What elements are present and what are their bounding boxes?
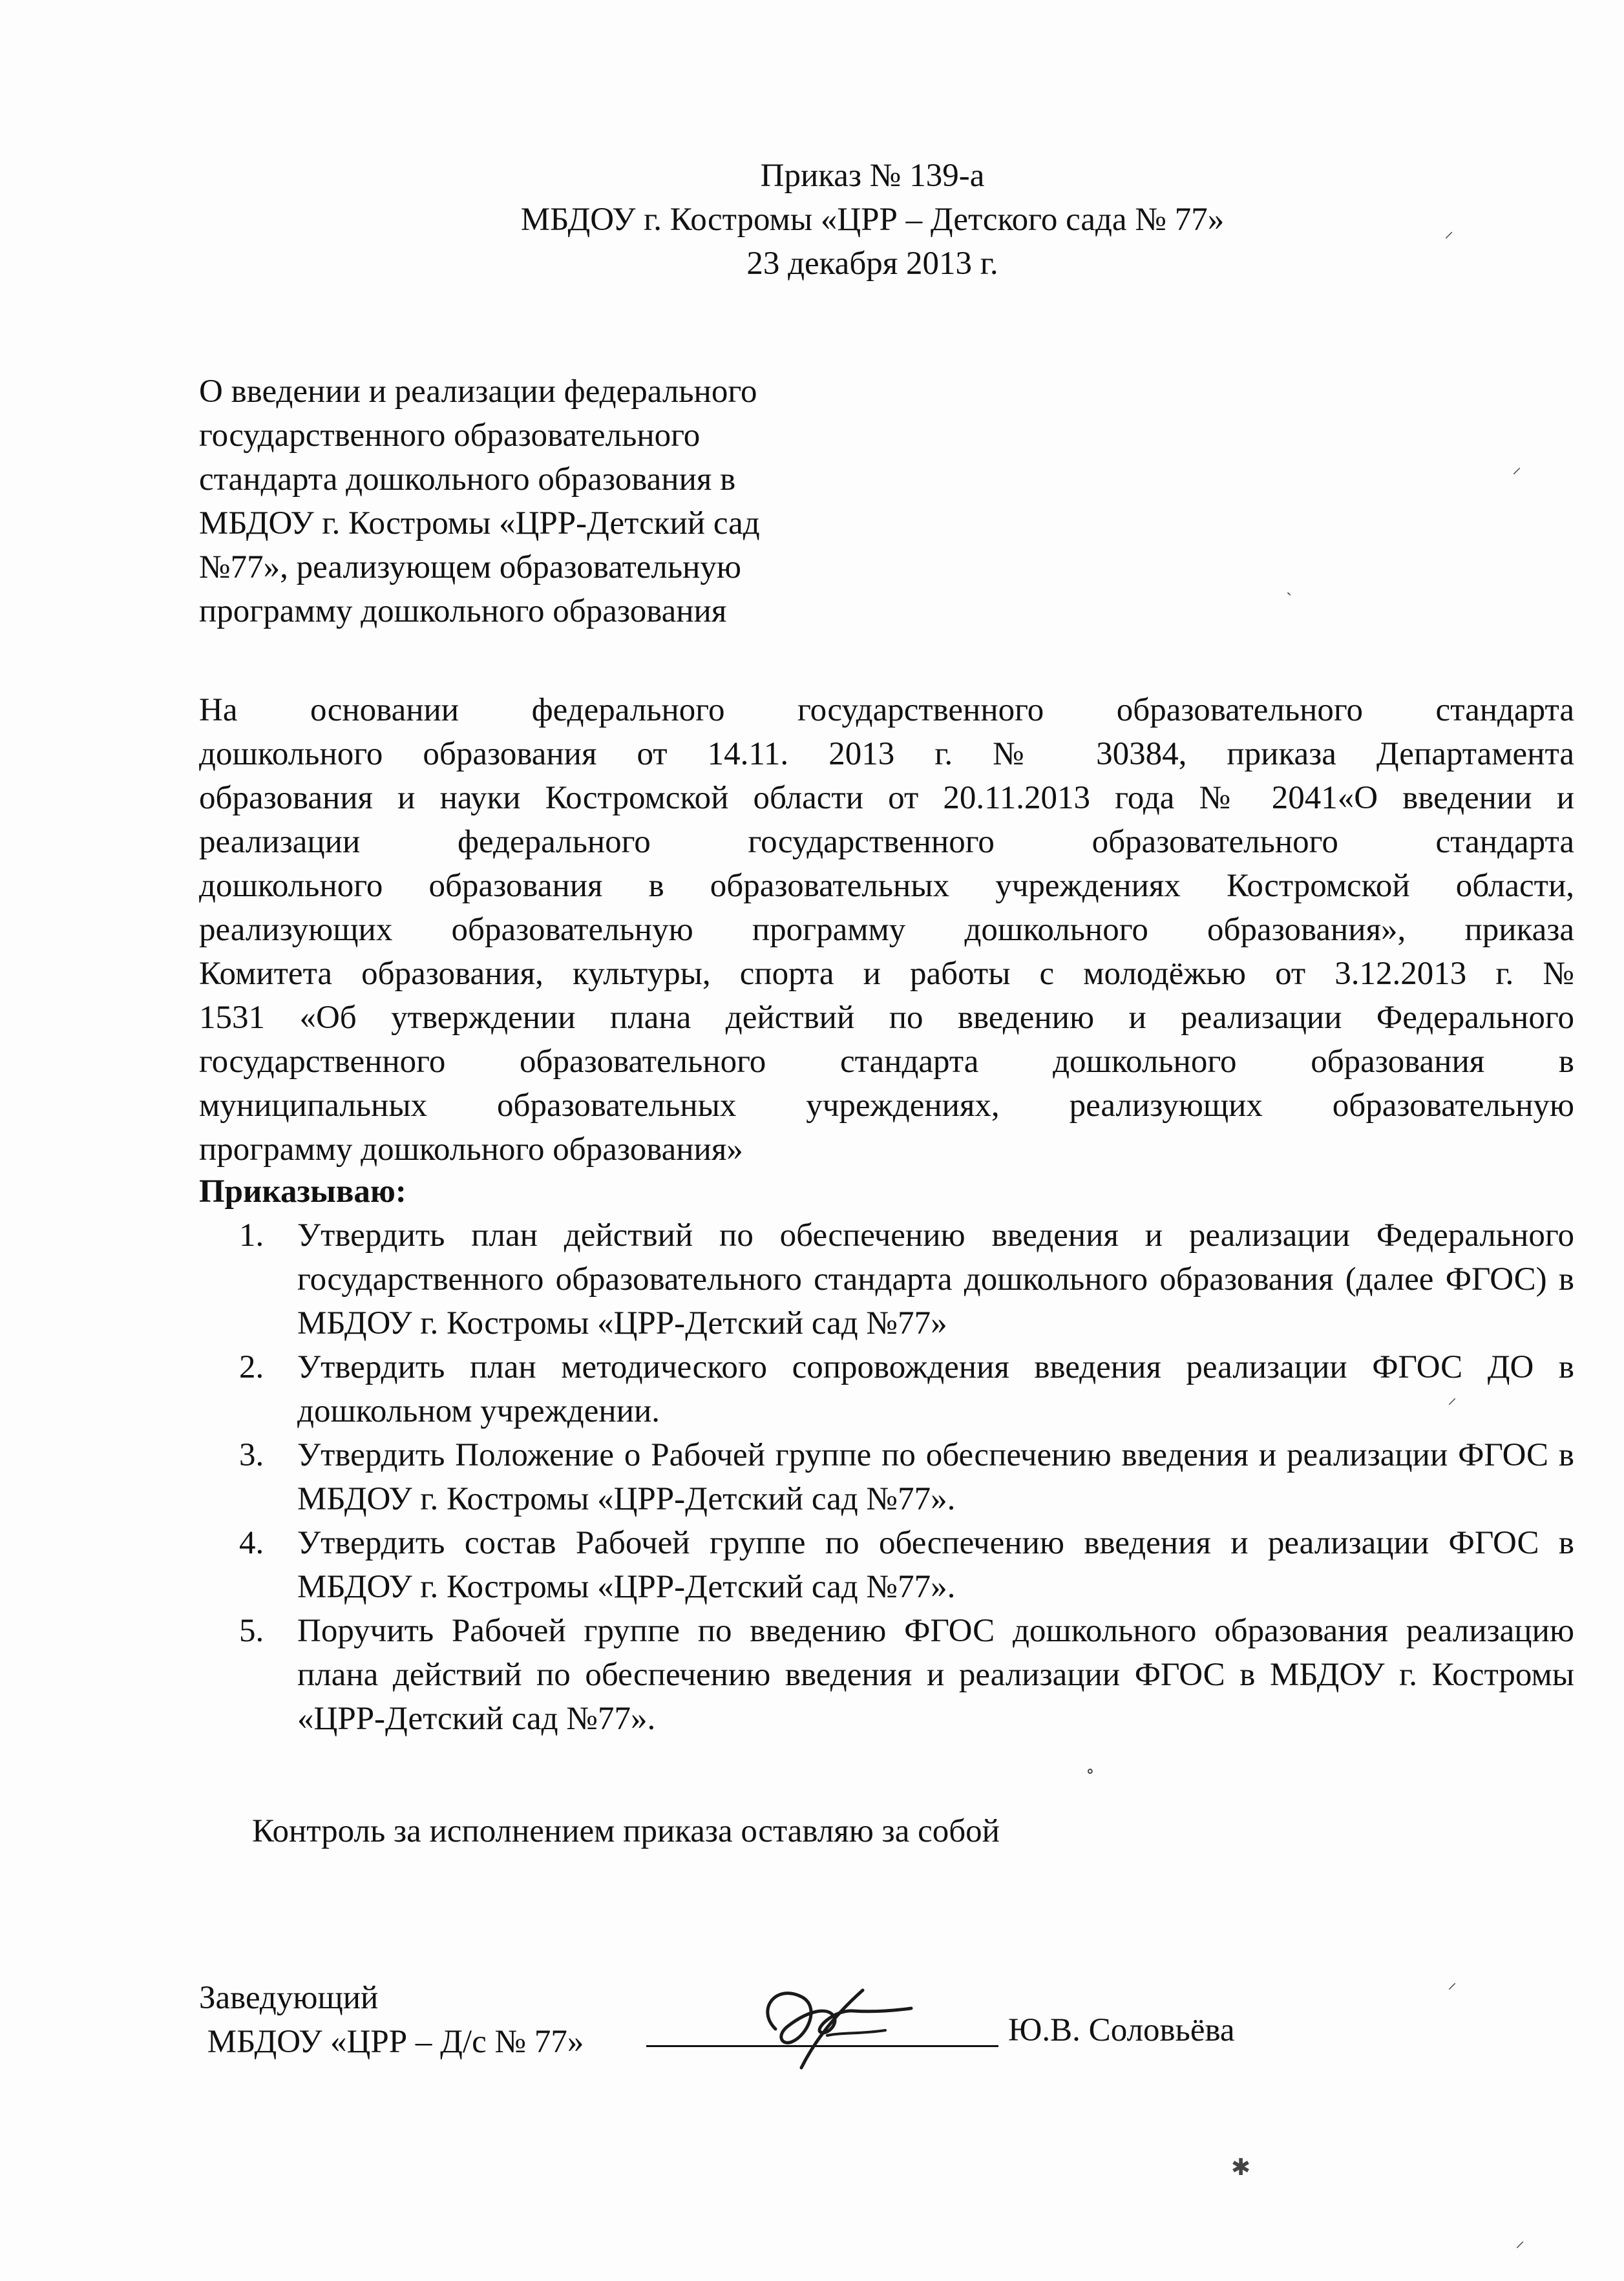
scan-speck-icon: ∘ [1086, 1761, 1095, 1782]
order-date: 23 декабря 2013 г. [746, 246, 998, 282]
basis-line: На основании федерального государственного образовательного стандарта [199, 692, 1574, 728]
basis-line: Комитета образования, культуры, спорта и работы с молодёжью от 3.12.2013 г. № [199, 956, 1574, 992]
signatory-organization: МБДОУ «ЦРР – Д/с № 77» [199, 2024, 584, 2060]
basis-line: дошкольного образования в образовательных учреждениях Костромской области, [199, 868, 1574, 904]
subject-line: МБДОУ г. Костромы «ЦРР-Детский сад [199, 505, 760, 541]
handwritten-signature-icon [730, 1971, 924, 2074]
order-item-text: Утвердить план действий по обеспечению введения и реализации Федерального государственного образовательного стандарта дошкольного образования (далее ФГОС) в МБДОУ г. Костромы «ЦРР-Детский сад №77» [297, 1217, 1574, 1341]
order-directive-heading: Приказываю: [199, 1173, 406, 1210]
basis-line: реализующих образовательную программу дошкольного образования», приказа [199, 912, 1574, 948]
order-item [239, 1609, 1574, 1741]
control-statement: Контроль за исполнением приказа оставляю за собой [252, 1813, 1000, 1849]
order-item [239, 1433, 1574, 1521]
basis-line: 1531 «Об утверждении плана действий по введению и реализации Федерального [199, 1000, 1574, 1036]
order-item-number: 4. [239, 1525, 264, 1561]
scan-speck-icon: ⸝ [1515, 2231, 1525, 2251]
subject-line: №77», реализующем образовательную [199, 549, 742, 585]
order-number: Приказ № 139-а [760, 158, 985, 194]
scan-speck-icon: ⸝ [1512, 457, 1522, 478]
order-item-text: Утвердить состав Рабочей группе по обеспечению введения и реализации ФГОС в МБДОУ г. Костромы «ЦРР-Детский сад №77». [297, 1525, 1574, 1605]
order-items-list [239, 1214, 1574, 1741]
order-item [239, 1521, 1574, 1609]
basis-line: программу дошкольного образования» [199, 1131, 743, 1168]
basis-line: дошкольного образования от 14.11. 2013 г. № 30384, приказа Департамента [199, 736, 1574, 772]
scan-speck-icon: ✱ [1231, 2154, 1251, 2180]
order-header [452, 154, 1292, 286]
order-item [239, 1345, 1574, 1433]
scan-speck-icon: ` [1286, 590, 1292, 610]
signatory-name: Ю.В. Соловьёва [1008, 2012, 1235, 2048]
subject-line: О введении и реализации федерального [199, 373, 757, 410]
basis-line: государственного образовательного стандарта дошкольного образования в [199, 1044, 1574, 1080]
basis-line: муниципальных образовательных учреждениях, реализующих образовательную [199, 1088, 1574, 1124]
subject-line: государственного образовательного [199, 417, 701, 454]
order-item-number: 2. [239, 1349, 264, 1385]
order-item-number: 3. [239, 1437, 264, 1473]
order-item-number: 1. [239, 1217, 264, 1254]
signatory-position [199, 1976, 584, 2064]
order-item-text: Поручить Рабочей группе по введению ФГОС дошкольного образования реализацию плана действий по обеспечению введения и реализации ФГОС в МБДОУ г. Костромы «ЦРР-Детский сад №77». [297, 1613, 1574, 1737]
subject-line: стандарта дошкольного образования в [199, 461, 736, 498]
order-item-number: 5. [239, 1613, 264, 1649]
basis-line: реализации федерального государственного образовательного стандарта [199, 824, 1574, 860]
scan-speck-icon: ⸝ [1444, 222, 1454, 242]
signatory-title: Заведующий [199, 1980, 379, 2016]
institution-name: МБДОУ г. Костромы «ЦРР – Детского сада № 77» [520, 202, 1225, 238]
scan-speck-icon: ⸝ [1448, 1388, 1457, 1408]
subject-line: программу дошкольного образования [199, 593, 727, 629]
order-item-text: Утвердить Положение о Рабочей группе по обеспечению введения и реализации ФГОС в МБДОУ г. Костромы «ЦРР-Детский сад №77». [297, 1437, 1574, 1517]
order-item [239, 1214, 1574, 1345]
order-subject [199, 370, 910, 633]
scan-speck-icon: ⸝ [1448, 1973, 1457, 1993]
basis-line: образования и науки Костромской области от 20.11.2013 года № 2041«О введении и [199, 780, 1574, 816]
order-item-text: Утвердить план методического сопровождения введения реализации ФГОС ДО в дошкольном учреждении. [297, 1349, 1574, 1429]
order-basis-paragraph [199, 688, 1574, 1172]
